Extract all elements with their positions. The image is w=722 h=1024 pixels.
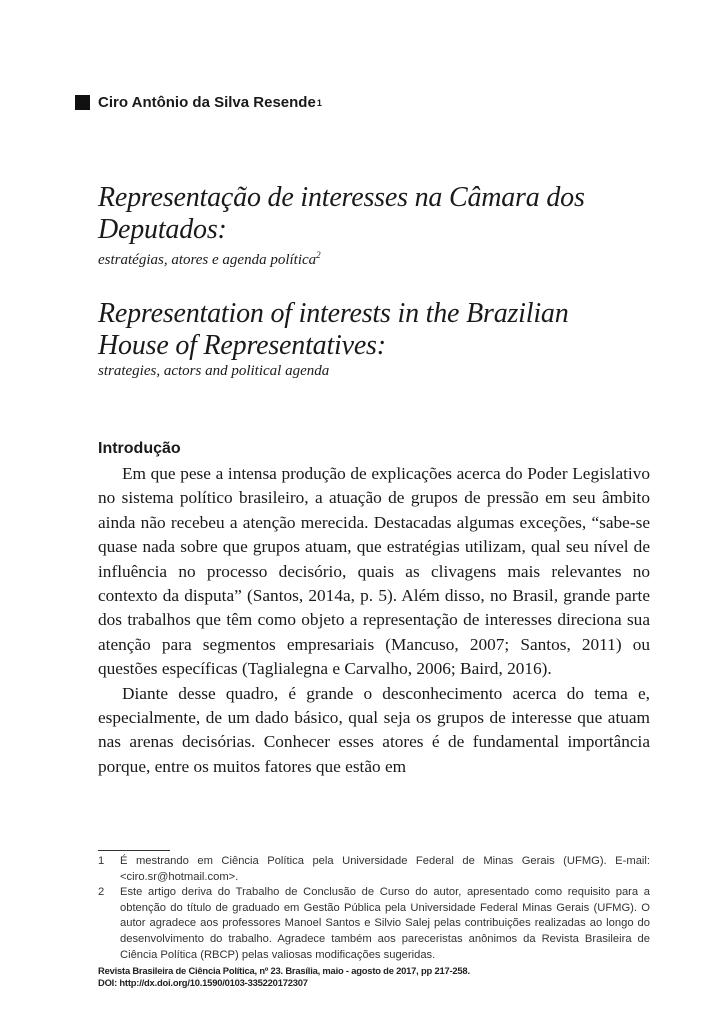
footnotes: [98, 854, 650, 963]
title-pt-line1: Representação de interesses na Câmara dos: [98, 182, 585, 213]
title-footnote-ref: 2: [316, 250, 321, 260]
title-pt-line2: Deputados:: [98, 214, 227, 245]
footnote-2: [98, 885, 650, 963]
author-name: Ciro Antônio da Silva Resende: [98, 94, 316, 111]
section-marker-square: [75, 95, 90, 110]
paragraph-2: Diante desse quadro, é grande o desconhecimento acerca do tema e, especialmente, de um dado básico, qual seja os grupos de interesse que atuam nas arenas decisórias. Conhecer esses atores é de fundamental importância porque, entre os muitos fatores que estão em: [98, 683, 650, 776]
journal-info: [98, 965, 470, 989]
paragraph-1: Em que pese a intensa produção de explicações acerca do Poder Legislativo no sistema político brasileiro, a atuação de grupos de pressão em seu âmbito ainda não recebeu a atenção merecida. Destacadas algumas exceções, “sabe-se quase nada sobre que grupos atuam, que estratégias utilizam, qual seu nível de influência no processo decisório, quais as clivagens mais relevantes no contexto da disputa” (Santos, 2014a, p. 5). Além disso, no Brasil, grande parte dos trabalhos que têm como objeto a representação de interesses direciona sua atenção para segmentos empresariais (Mancuso, 2007; Santos, 2011) ou questões específicas (Taglialegna e Carvalho, 2006; Baird, 2016).: [98, 464, 650, 679]
footnote-text: É mestrando em Ciência Política pela Universidade Federal de Minas Gerais (UFMG). E-mail: <ciro.sr@hotmail.com>.: [120, 855, 650, 883]
subtitle-pt-text: estratégias, atores e agenda política: [98, 252, 317, 268]
footnote-number: 2: [98, 886, 105, 899]
journal-doi: DOI: http://dx.doi.org/10.1590/0103-335220172307: [98, 977, 308, 988]
title-portuguese: [98, 182, 658, 269]
title-english: [98, 298, 658, 380]
subtitle-pt: [98, 246, 658, 269]
body-text: [98, 462, 650, 779]
footnote-number: 1: [98, 855, 105, 867]
author-line: [75, 94, 322, 111]
title-en-line2: House of Representatives:: [98, 330, 386, 361]
subtitle-en: strategies, actors and political agenda: [98, 363, 330, 379]
footnote-divider: [98, 850, 170, 851]
footnote-text: Este artigo deriva do Trabalho de Conclusão de Curso do autor, apresentado como requisito para a obtenção do título de graduado em Gestão Pública pela Universidade Federal Minas Gerais (UFMG). O autor agradece aos professores Manoel Santos e Silvio Salej pelas contribuições realizadas ao longo do desenvolvimento do trabalho. Agradece também aos pareceristas anônimos da Revista Brasileira de Ciência Política (RBCP) pelas valiosas modificações sugeridas.: [120, 886, 650, 961]
author-footnote-ref: 1: [316, 97, 322, 108]
footnote-1: [98, 854, 650, 885]
title-en-line1: Representation of interests in the Brazilian: [98, 298, 569, 329]
section-heading: Introdução: [98, 440, 181, 457]
journal-citation: Revista Brasileira de Ciência Política, nº 23. Brasília, maio - agosto de 2017, pp 217-258.: [98, 965, 470, 976]
